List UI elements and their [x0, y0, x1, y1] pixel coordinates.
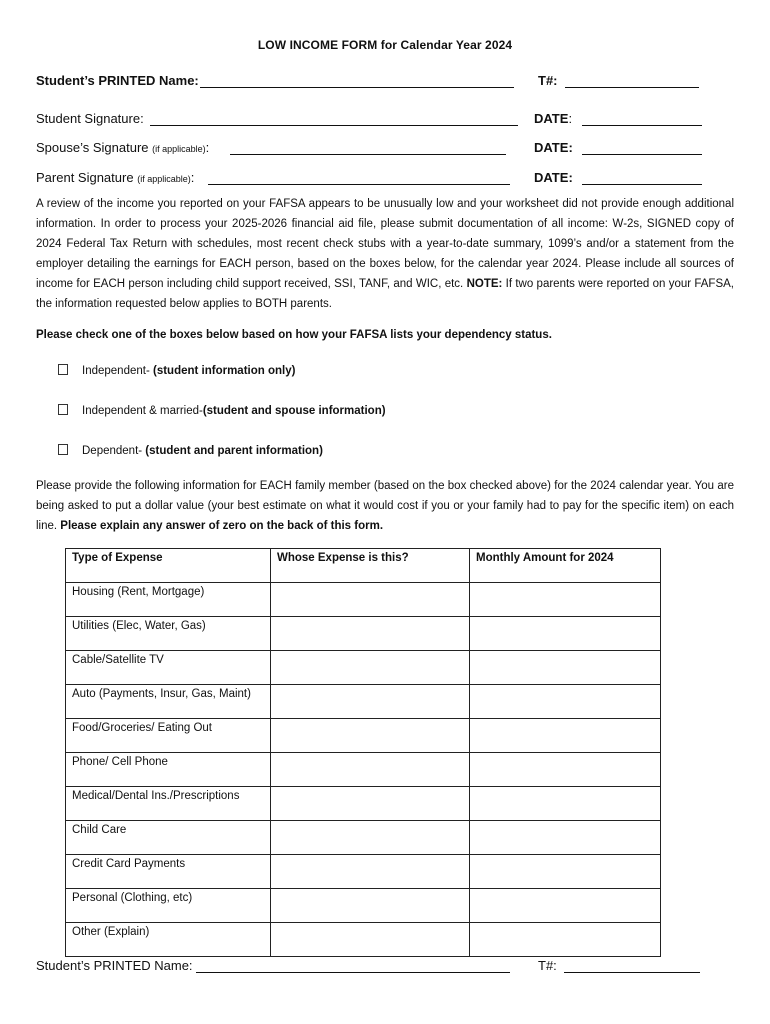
- intro-paragraph: A review of the income you reported on your FAFSA appears to be unusually low and your worksheet did not provide enough additional information. In order to process your 2025-2026 financial aid file, please submit documentation of all income: W-2s, SIGNED copy of 2024 Federal Tax Return with schedules, most recent check stubs with a year-to-date summary, 1099’s and/or a statement from the employer detailing the earnings for EACH person, based on the boxes below, for the calendar year 2024. Please include all sources of income for EACH person including child support received, SSI, TANF, and WIC, etc. NOTE: If two parents were reported on your FAFSA, the information requested below applies to BOTH parents.: [36, 198, 734, 310]
- whose-expense-cell[interactable]: [271, 685, 470, 719]
- monthly-amount-cell[interactable]: [470, 855, 661, 889]
- monthly-amount-cell[interactable]: [470, 923, 661, 957]
- student-signature-field[interactable]: [150, 125, 518, 126]
- table-row: [66, 651, 661, 685]
- monthly-amount-cell[interactable]: [470, 787, 661, 821]
- option-independent[interactable]: Independent- (student information only): [58, 364, 295, 377]
- student-date-label: DATE:: [534, 111, 573, 126]
- whose-expense-cell[interactable]: [271, 651, 470, 685]
- parent-signature-row: [36, 167, 736, 187]
- expense-type-cell: Food/Groceries/ Eating Out: [66, 719, 271, 753]
- student-signature-label: Student Signature:: [36, 111, 144, 126]
- expense-type-cell: Cable/Satellite TV: [66, 651, 271, 685]
- option-dependent[interactable]: Dependent- (student and parent information): [58, 444, 323, 457]
- checkbox-independent[interactable]: [58, 364, 68, 375]
- expense-type-cell: Other (Explain): [66, 923, 271, 957]
- expense-type-cell: Medical/Dental Ins./Prescriptions: [66, 787, 271, 821]
- table-row: [66, 889, 661, 923]
- table-row: [66, 583, 661, 617]
- parent-signature-field[interactable]: [208, 184, 510, 185]
- option-independent-married[interactable]: Independent & married-(student and spouse information): [58, 404, 386, 417]
- table-header-row: [66, 549, 661, 583]
- spouse-date-label: DATE:: [534, 140, 573, 155]
- expense-table: [65, 548, 661, 957]
- expense-type-cell: Child Care: [66, 821, 271, 855]
- footer-t-number-field[interactable]: [564, 972, 700, 973]
- footer-printed-name-row: [36, 955, 736, 975]
- monthly-amount-cell[interactable]: [470, 651, 661, 685]
- expense-type-cell: Auto (Payments, Insur, Gas, Maint): [66, 685, 271, 719]
- whose-expense-cell[interactable]: [271, 583, 470, 617]
- whose-expense-cell[interactable]: [271, 617, 470, 651]
- monthly-amount-cell[interactable]: [470, 719, 661, 753]
- footer-printed-name-label: Student’s PRINTED Name:: [36, 958, 193, 973]
- table-row: [66, 923, 661, 957]
- dependency-instruction: Please check one of the boxes below based on how your FAFSA lists your dependency status.: [36, 329, 552, 341]
- whose-expense-cell[interactable]: [271, 787, 470, 821]
- expense-type-cell: Housing (Rent, Mortgage): [66, 583, 271, 617]
- whose-expense-cell[interactable]: [271, 855, 470, 889]
- footer-printed-name-field[interactable]: [196, 972, 510, 973]
- whose-expense-cell[interactable]: [271, 719, 470, 753]
- checkbox-dependent[interactable]: [58, 444, 68, 455]
- header-monthly-amount: Monthly Amount for 2024: [470, 549, 661, 583]
- parent-signature-label: Parent Signature (if applicable):: [36, 170, 195, 185]
- footer-t-number-label: T#:: [538, 958, 557, 973]
- student-date-field[interactable]: [582, 125, 702, 126]
- table-row: [66, 719, 661, 753]
- parent-date-label: DATE:: [534, 170, 573, 185]
- table-row: [66, 617, 661, 651]
- expense-type-cell: Utilities (Elec, Water, Gas): [66, 617, 271, 651]
- monthly-amount-cell[interactable]: [470, 889, 661, 923]
- table-row: [66, 685, 661, 719]
- whose-expense-cell[interactable]: [271, 753, 470, 787]
- t-number-field[interactable]: [565, 87, 699, 88]
- expense-instructions: Please provide the following information for EACH family member (based on the box checked above) for the 2024 calendar year. You are being asked to put a dollar value (your best estimate on what it would cost if you or your family had to pay for the specific item) on each line. Please explain any answer of zero on the back of this form.: [36, 480, 734, 532]
- header-whose-expense: Whose Expense is this?: [271, 549, 470, 583]
- printed-name-row: [36, 70, 736, 90]
- note-label: NOTE:: [466, 278, 503, 290]
- checkbox-independent-married[interactable]: [58, 404, 68, 415]
- spouse-date-field[interactable]: [582, 154, 702, 155]
- student-signature-row: [36, 108, 736, 128]
- expense-type-cell: Credit Card Payments: [66, 855, 271, 889]
- monthly-amount-cell[interactable]: [470, 583, 661, 617]
- whose-expense-cell[interactable]: [271, 923, 470, 957]
- printed-name-field[interactable]: [200, 87, 514, 88]
- header-type-of-expense: Type of Expense: [66, 549, 271, 583]
- spouse-signature-row: [36, 137, 736, 157]
- expense-type-cell: Phone/ Cell Phone: [66, 753, 271, 787]
- spouse-signature-label: Spouse’s Signature (if applicable):: [36, 140, 210, 155]
- spouse-signature-field[interactable]: [230, 154, 506, 155]
- printed-name-label: Student’s PRINTED Name:: [36, 73, 199, 88]
- table-row: [66, 787, 661, 821]
- monthly-amount-cell[interactable]: [470, 753, 661, 787]
- parent-date-field[interactable]: [582, 184, 702, 185]
- table-row: [66, 753, 661, 787]
- whose-expense-cell[interactable]: [271, 821, 470, 855]
- monthly-amount-cell[interactable]: [470, 821, 661, 855]
- whose-expense-cell[interactable]: [271, 889, 470, 923]
- t-number-label: T#:: [538, 73, 558, 88]
- table-row: [66, 821, 661, 855]
- monthly-amount-cell[interactable]: [470, 617, 661, 651]
- expense-type-cell: Personal (Clothing, etc): [66, 889, 271, 923]
- page-title: LOW INCOME FORM for Calendar Year 2024: [257, 38, 513, 52]
- monthly-amount-cell[interactable]: [470, 685, 661, 719]
- table-row: [66, 855, 661, 889]
